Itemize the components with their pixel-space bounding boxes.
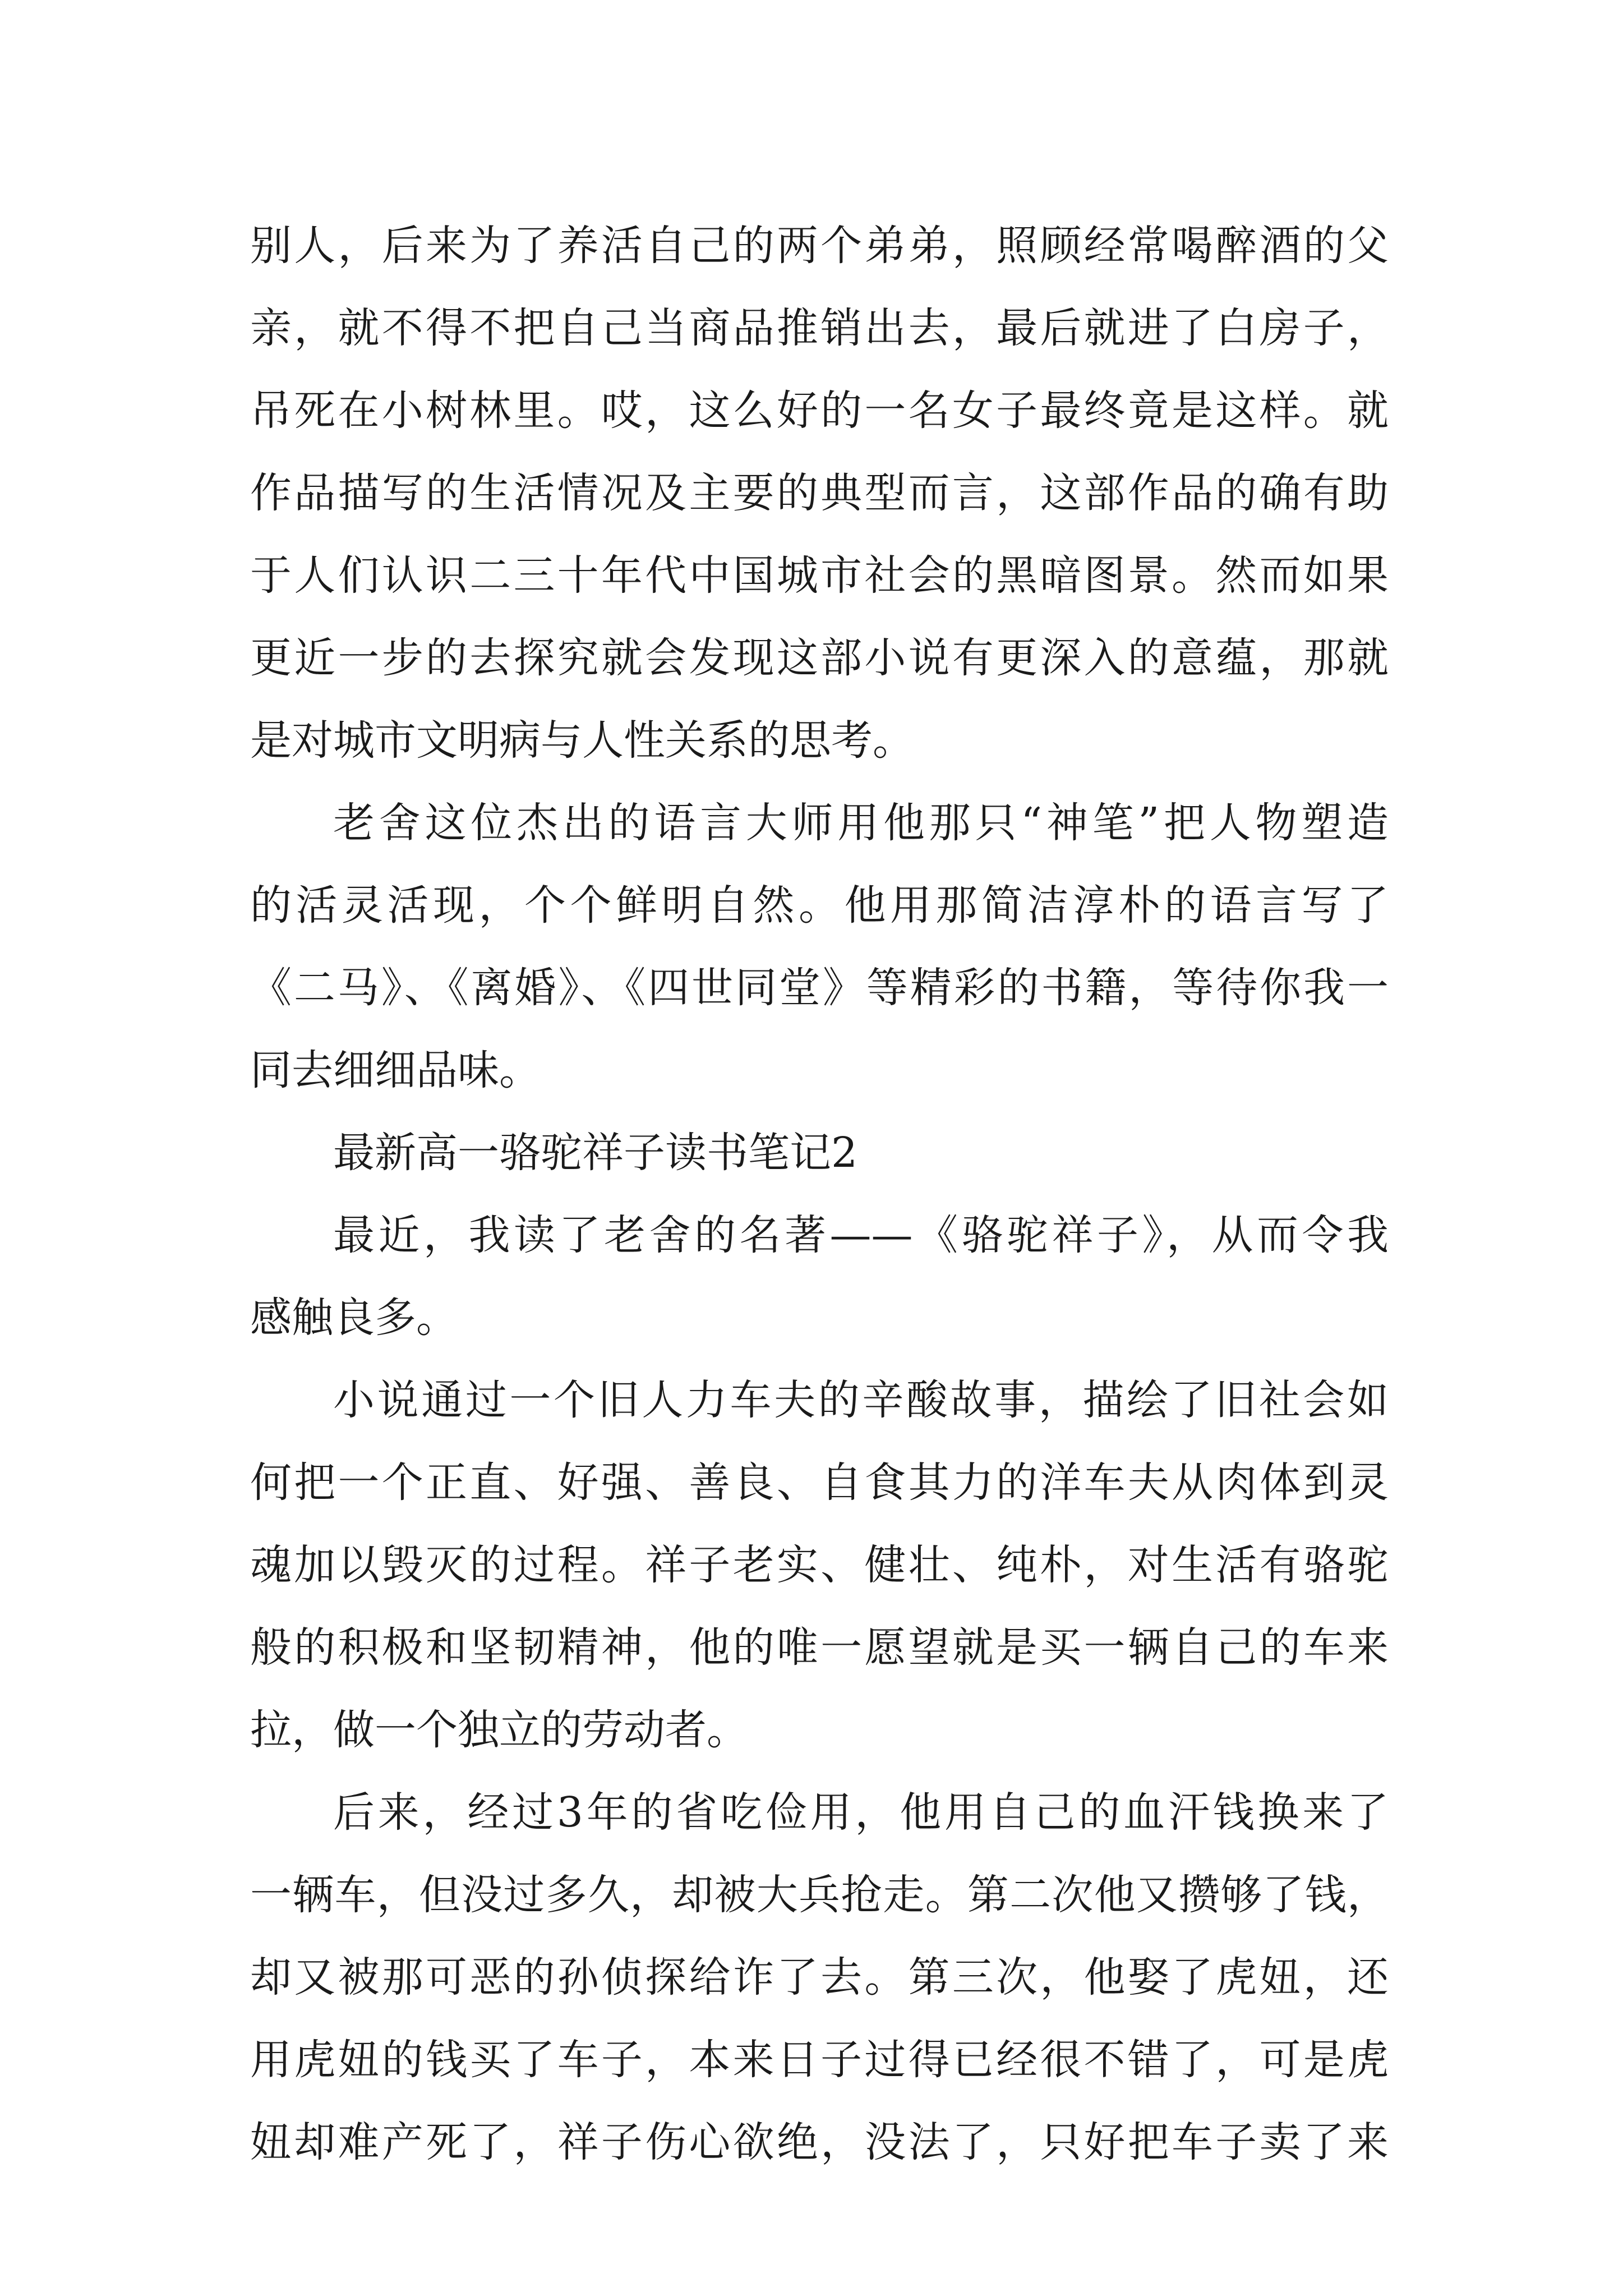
text-line: 最近，我读了老舍的名著——《骆驼祥子》，从而令我 (333, 1211, 1389, 1259)
text-line: 亲，就不得不把自己当商品推销出去，最后就进了白房子， (250, 304, 1389, 352)
paragraph-2 (250, 782, 1389, 1112)
section-heading (250, 1112, 1389, 1194)
text-line: 般的积极和坚韧精神，他的唯一愿望就是买一辆自己的车来 (250, 1623, 1389, 1672)
text-line: 作品描写的生活情况及主要的典型而言，这部作品的确有助 (250, 469, 1389, 517)
paragraph-5 (250, 1772, 1389, 2184)
text-line: 拉，做一个独立的劳动者。 (250, 1706, 748, 1754)
paragraph-4 (250, 1359, 1389, 1772)
text-line: 《二马》、《离婚》、《四世同堂》等精彩的书籍，等待你我一 (250, 964, 1389, 1012)
text-line: 的活灵活现，个个鲜明自然。他用那简洁淳朴的语言写了 (250, 881, 1389, 930)
text-line: 后来，经过3年的省吃俭用，他用自己的血汗钱换来了 (333, 1788, 1389, 1837)
text-line: 用虎妞的钱买了车子，本来日子过得已经很不错了，可是虎 (250, 2036, 1389, 2084)
text-line: 于人们认识二三十年代中国城市社会的黑暗图景。然而如果 (250, 551, 1389, 600)
heading-line: 最新高一骆驼祥子读书笔记2 (333, 1129, 858, 1177)
text-line: 小说通过一个旧人力车夫的辛酸故事，描绘了旧社会如 (333, 1376, 1389, 1424)
text-line: 感触良多。 (250, 1294, 458, 1342)
text-line: 何把一个正直、好强、善良、自食其力的洋车夫从肉体到灵 (250, 1458, 1389, 1507)
text-line: 妞却难产死了，祥子伤心欲绝，没法了，只好把车子卖了来 (250, 2118, 1389, 2166)
paragraph-1 (250, 205, 1389, 782)
text-line: 却又被那可恶的孙侦探给诈了去。第三次，他娶了虎妞，还 (250, 1953, 1389, 2001)
text-line: 更近一步的去探究就会发现这部小说有更深入的意蕴，那就 (250, 634, 1389, 682)
text-line: 吊死在小树林里。哎，这么好的一名女子最终竟是这样。就 (250, 386, 1389, 435)
text-line: 是对城市文明病与人性关系的思考。 (250, 716, 914, 765)
paragraph-3 (250, 1194, 1389, 1359)
text-line: 一辆车，但没过多久，却被大兵抢走。第二次他又攒够了钱， (250, 1871, 1389, 1919)
text-line: 魂加以毁灭的过程。祥子老实、健壮、纯朴，对生活有骆驼 (250, 1541, 1389, 1589)
text-line: 同去细细品味。 (250, 1046, 541, 1094)
text-line: 老舍这位杰出的语言大师用他那只“神笔”把人物塑造 (333, 799, 1389, 847)
text-line: 别人，后来为了养活自己的两个弟弟，照顾经常喝醉酒的父 (250, 222, 1389, 270)
document-body (250, 205, 1389, 2184)
